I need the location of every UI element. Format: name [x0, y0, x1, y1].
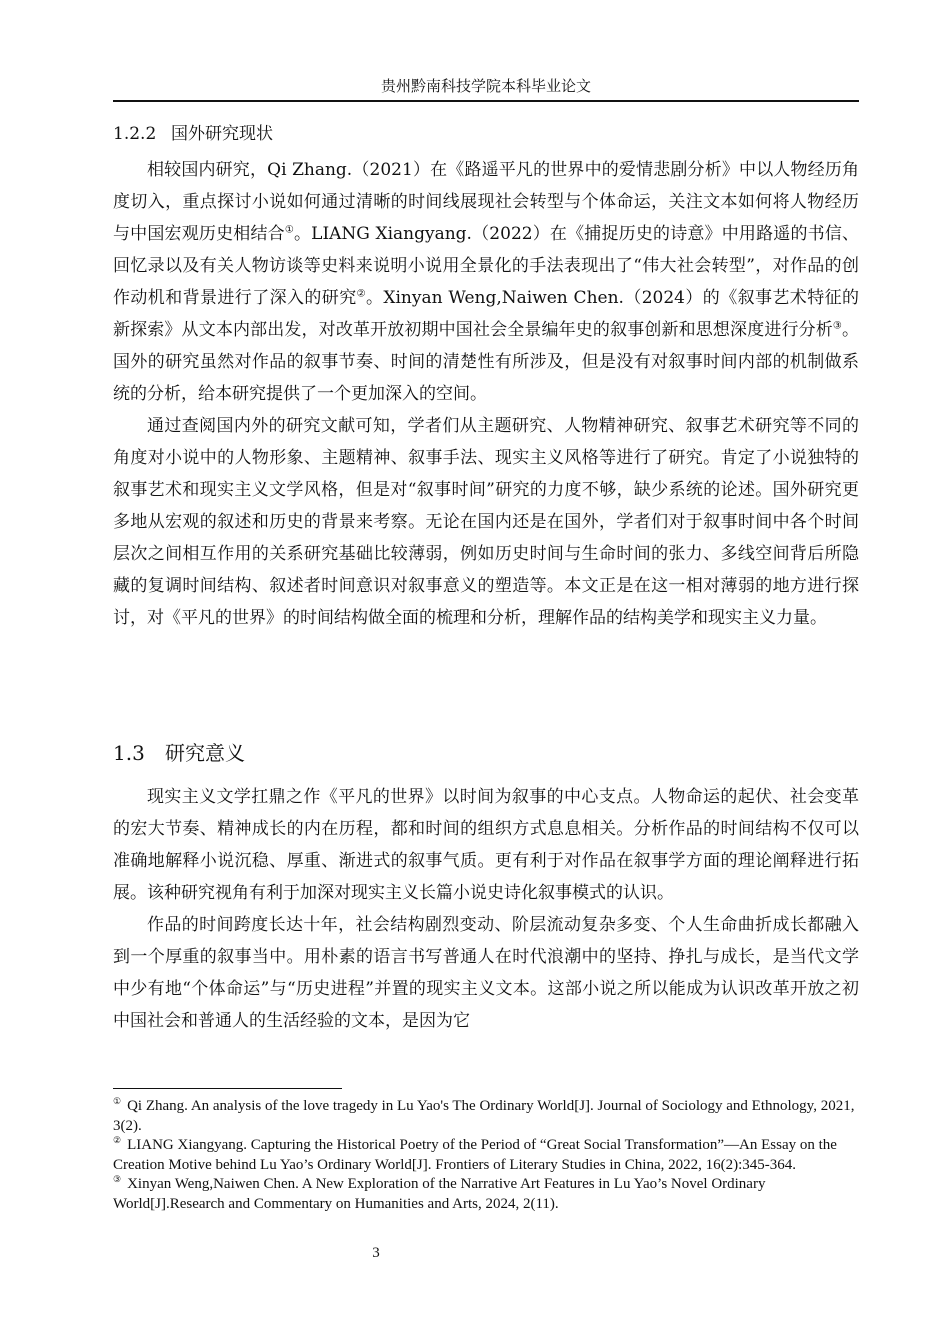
section-heading-1-3 — [113, 739, 245, 767]
footnote-ref-1[interactable]: ① — [284, 224, 294, 236]
section-number: 1.2.2 — [113, 124, 157, 144]
paragraph — [113, 154, 859, 410]
paragraph-text: 。国外的研究虽然对作品的叙事节奏、时间的清楚性有所涉及，但是没有对叙事时间内部的机制做系统的分析，给本研究提供了一个更加深入的空间。 — [113, 320, 859, 404]
footnote-mark: ① — [113, 1096, 122, 1106]
running-header: 贵州黔南科技学院本科毕业论文 — [380, 77, 591, 95]
footnote-text: Qi Zhang. An analysis of the love tragedy in Lu Yao's The Ordinary World[J]. Journal of Sociology and Ethnology, 2021, 3(2). — [113, 1098, 855, 1134]
paragraph: 通过查阅国内外的研究文献可知，学者们从主题研究、人物精神研究、叙事艺术研究等不同的角度对小说中的人物形象、主题精神、叙事手法、现实主义风格等进行了研究。肯定了小说独特的叙事艺术和现实主义文学风格，但是对“叙事时间”研究的力度不够，缺少系统的论述。国外研究更多地从宏观的叙述和历史的背景来考察。无论在国内还是在国外，学者们对于叙事时间中各个时间层次之间相互作用的关系研究基础比较薄弱，例如历史时间与生命时间的张力、多线空间背后所隐藏的复调时间结构、叙述者时间意识对叙事意义的塑造等。本文正是在这一相对薄弱的地方进行探讨，对《平凡的世界》的时间结构做全面的梳理和分析，理解作品的结构美学和现实主义力量。 — [113, 416, 859, 628]
footnote-separator — [113, 1088, 342, 1089]
paragraph-text: 相较国内研究，Qi Zhang.（2021）在《路遥平凡的世界中的爱情悲剧分析》中以人物经历角度切入，重点探讨小说如何通过清晰的时间线展现社会转型与个体命运，关注文本如何将人物经历与中国宏观历史相结合 — [113, 160, 859, 244]
footnote-mark: ③ — [113, 1174, 122, 1184]
section-1-2-2-body — [113, 154, 859, 634]
footnote-2 — [113, 1136, 859, 1175]
section-heading-1-2-2 — [113, 122, 273, 146]
section-1-3-body — [113, 781, 859, 1037]
footnote-text: Xinyan Weng,Naiwen Chen. A New Exploration of the Narrative Art Features in Lu Yao’s Novel Ordinary World[J].Research and Commentary on Humanities and Arts, 2024, 2(11). — [113, 1176, 766, 1212]
footnote-3 — [113, 1175, 859, 1214]
section-title: 研究意义 — [165, 741, 245, 765]
footnotes — [113, 1097, 859, 1214]
page-number: 3 — [372, 1245, 380, 1261]
paragraph-text: 。Xinyan Weng,Naiwen Chen.（2024）的《叙事艺术特征的新探索》从文本内部出发，对改革开放初期中国社会全景编年史的叙事创新和思想深度进行分析 — [113, 288, 859, 340]
footnote-mark: ② — [113, 1135, 122, 1145]
paragraph: 现实主义文学扛鼎之作《平凡的世界》以时间为叙事的中心支点。人物命运的起伏、社会变革的宏大节奏、精神成长的内在历程，都和时间的组织方式息息相关。分析作品的时间结构不仅可以准确地解释小说沉稳、厚重、渐进式的叙事气质。更有利于对作品在叙事学方面的理论阐释进行拓展。该种研究视角有利于加深对现实主义长篇小说史诗化叙事模式的认识。 — [113, 787, 859, 903]
footnote-1 — [113, 1097, 859, 1136]
footnote-ref-3[interactable]: ③ — [832, 320, 842, 332]
footnote-ref-2[interactable]: ② — [356, 288, 366, 300]
section-number: 1.3 — [113, 741, 145, 765]
footnote-text: LIANG Xiangyang. Capturing the Historical Poetry of the Period of “Great Social Transformation”—An Essay on the Creation Motive behind Lu Yao’s Ordinary World[J]. Frontiers of Literary Studies in China, 2022, 16(2):345-364. — [113, 1137, 837, 1173]
paragraph: 作品的时间跨度长达十年，社会结构剧烈变动、阶层流动复杂多变、个人生命曲折成长都融入到一个厚重的叙事当中。用朴素的语言书写普通人在时代浪潮中的坚持、挣扎与成长，是当代文学中少有地“个体命运”与“历史进程”并置的现实主义文本。这部小说之所以能成为认识改革开放之初中国社会和普通人的生活经验的文本，是因为它 — [113, 915, 859, 1031]
paragraph-text: 。LIANG Xiangyang.（2022）在《捕捉历史的诗意》中用路遥的书信、回忆录以及有关人物访谈等史料来说明小说用全景化的手法表现出了“伟大社会转型”，对作品的创作动机和背景进行了深入的研究 — [113, 224, 860, 308]
section-title: 国外研究现状 — [171, 124, 273, 144]
header-rule — [113, 100, 859, 102]
